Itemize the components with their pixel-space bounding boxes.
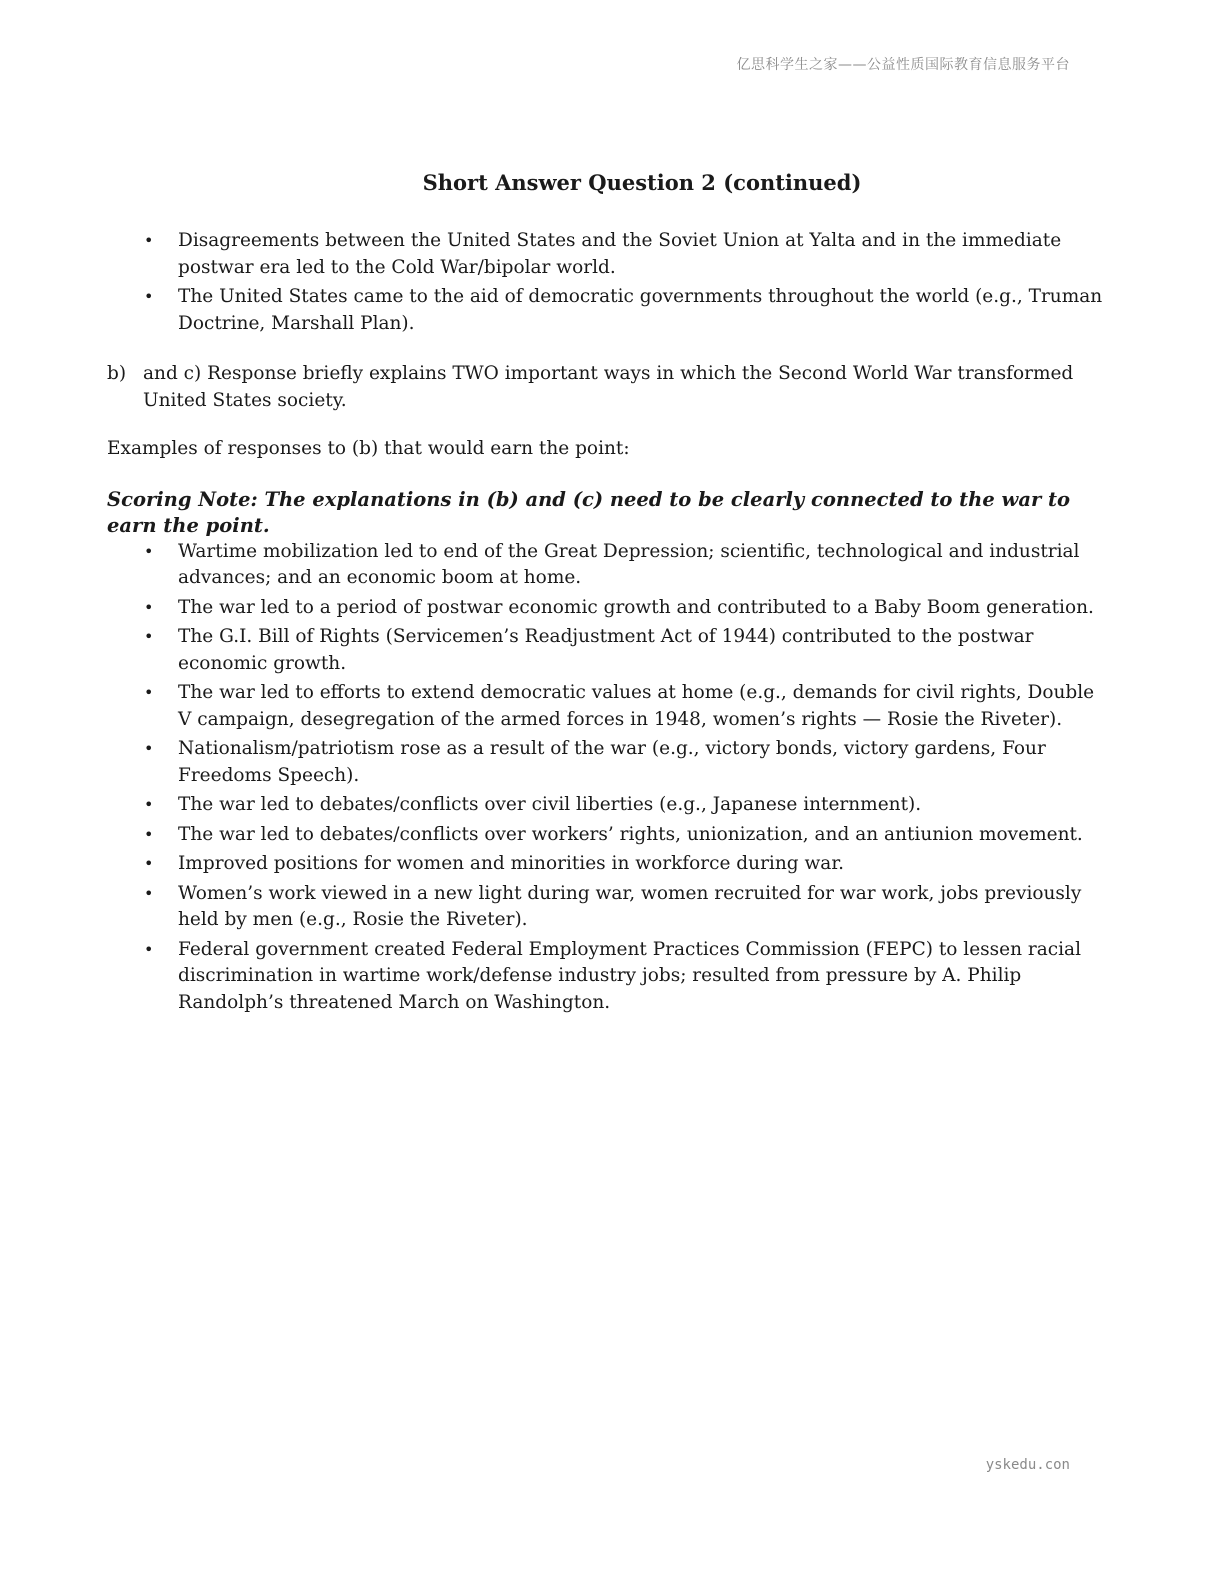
- list-item: [107, 595, 1107, 622]
- list-item-text: The war led to debates/conflicts over workers’ rights, unionization, and an antiunion movement.: [178, 823, 1083, 845]
- bullet-icon: •: [144, 231, 154, 250]
- bullet-list-b: [107, 539, 1107, 1017]
- list-item: [107, 851, 1107, 878]
- examples-intro: Examples of responses to (b) that would earn the point:: [107, 438, 630, 459]
- document-body: [107, 228, 1107, 1019]
- list-item: [107, 736, 1107, 789]
- list-item-text: Improved positions for women and minorities in workforce during war.: [178, 853, 845, 874]
- list-item-text: Nationalism/patriotism rose as a result of the war (e.g., victory bonds, victory gardens, Four Freedoms Speech).: [178, 738, 1046, 786]
- bullet-list-a: [107, 228, 1107, 337]
- list-item-text: Wartime mobilization led to end of the Great Depression; scientific, technological and industrial advances; and an economic boom at home.: [178, 540, 1080, 588]
- list-item-text: Women’s work viewed in a new light during war, women recruited for war work, jobs previously held by men (e.g., Rosie the Riveter).: [178, 882, 1082, 930]
- page-title: Short Answer Question 2 (continued): [422, 170, 862, 195]
- list-item-text: The war led to a period of postwar economic growth and contributed to a Baby Boom generation.: [178, 596, 1094, 618]
- bullet-icon: •: [144, 541, 154, 561]
- bullet-icon: •: [144, 939, 154, 959]
- list-item: [107, 881, 1107, 934]
- bullet-icon: •: [144, 795, 154, 814]
- list-item-text: The war led to efforts to extend democratic values at home (e.g., demands for civil rights, Double V campaign, desegregation of the armed forces in 1948, women’s rights — Rosie the Riveter).: [178, 682, 1095, 730]
- bullet-icon: •: [144, 597, 154, 617]
- list-item: [107, 792, 1107, 819]
- bullet-icon: •: [144, 287, 154, 306]
- list-item: [107, 680, 1107, 733]
- footer-site-link: yskedu.con: [985, 1457, 1070, 1473]
- list-item-text: Disagreements between the United States and the Soviet Union at Yalta and in the immediate postwar era led to the Cold War/bipolar world.: [178, 230, 1062, 278]
- bullet-icon: •: [144, 739, 154, 758]
- section-b: [107, 361, 1107, 414]
- header-watermark: 亿思科学生之家——公益性质国际教育信息服务平台: [736, 57, 1070, 73]
- list-item: [107, 937, 1107, 1017]
- list-item-text: The United States came to the aid of democratic governments throughout the world (e.g., Truman Doctrine, Marshall Plan).: [178, 286, 1103, 334]
- list-item-text: The war led to debates/conflicts over civil liberties (e.g., Japanese internment).: [178, 794, 922, 815]
- scoring-note: Scoring Note: The explanations in (b) and (c) need to be clearly connected to the war to earn the point.: [107, 487, 1071, 537]
- list-item: [107, 228, 1107, 281]
- section-b-text: and c) Response briefly explains TWO important ways in which the Second World War transformed United States society.: [143, 363, 1074, 411]
- list-item: [107, 284, 1107, 337]
- list-item-text: Federal government created Federal Employment Practices Commission (FEPC) to lessen racial discrimination in wartime work/defense industry jobs; resulted from pressure by A. Philip Randolph’s threatened March on Washington.: [178, 938, 1081, 1013]
- bullet-icon: •: [144, 824, 154, 844]
- list-item: [107, 624, 1107, 677]
- bullet-icon: •: [144, 627, 154, 646]
- bullet-icon: •: [144, 683, 154, 702]
- list-item: [107, 539, 1107, 592]
- list-item: [107, 822, 1107, 849]
- section-b-marker: b): [107, 363, 127, 384]
- list-item-text: The G.I. Bill of Rights (Servicemen’s Readjustment Act of 1944) contributed to the postwar economic growth.: [178, 626, 1034, 674]
- bullet-icon: •: [144, 883, 154, 903]
- bullet-icon: •: [144, 854, 154, 873]
